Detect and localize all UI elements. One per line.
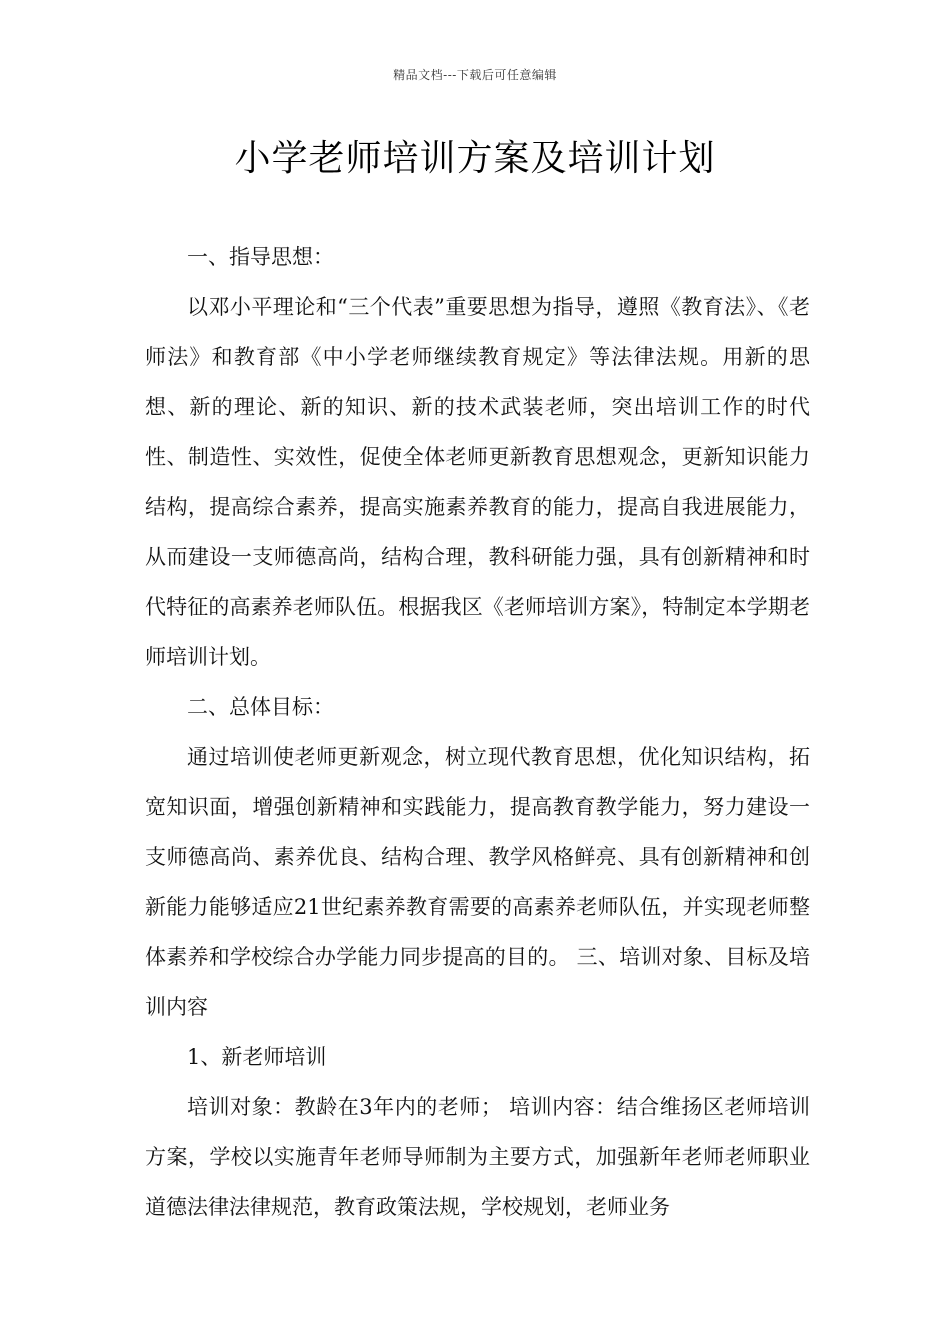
document-body: [145, 232, 810, 1232]
section-heading-overall-goal: 二、总体目标：: [187, 695, 334, 719]
subsection-heading-new-teacher-training: 1、新老师培训: [187, 1045, 327, 1069]
paragraph-guiding-ideology: 以邓小平理论和“三个代表”重要思想为指导，遵照《教育法》、《老师法》和教育部《中小学老师继续教育规定》等法律法规。用新的思想、新的理论、新的知识、新的技术武装老师，突出培训工作的时代性、制造性、实效性，促使全体老师更新教育思想观念，更新知识能力结构，提高综合素养，提高实施素养教育的能力，提高自我进展能力，从而建设一支师德高尚，结构合理，教科研能力强，具有创新精神和时代特征的高素养老师队伍。根据我区《老师培训方案》，特制定本学期老师培训计划。: [145, 295, 810, 669]
document-title: 小学老师培训方案及培训计划: [234, 138, 716, 179]
header-note: 精品文档---下载后可任意编辑: [393, 68, 557, 82]
paragraph-overall-goal: 通过培训使老师更新观念，树立现代教育思想，优化知识结构，拓宽知识面，增强创新精神和实践能力，提高教育教学能力，努力建设一支师德高尚、素养优良、结构合理、教学风格鲜亮、具有创新精神和创新能力能够适应21世纪素养教育需要的高素养老师队伍，并实现老师整体素养和学校综合办学能力同步提高的目的。 三、培训对象、目标及培训内容: [145, 745, 810, 1019]
paragraph-new-teacher-training: 培训对象：教龄在3年内的老师； 培训内容：结合维扬区老师培训方案，学校以实施青年老师导师制为主要方式，加强新年老师老师职业道德法律法律规范，教育政策法规，学校规划，老师业务: [145, 1095, 810, 1219]
section-heading-guiding-ideology: 一、指导思想：: [187, 245, 334, 269]
